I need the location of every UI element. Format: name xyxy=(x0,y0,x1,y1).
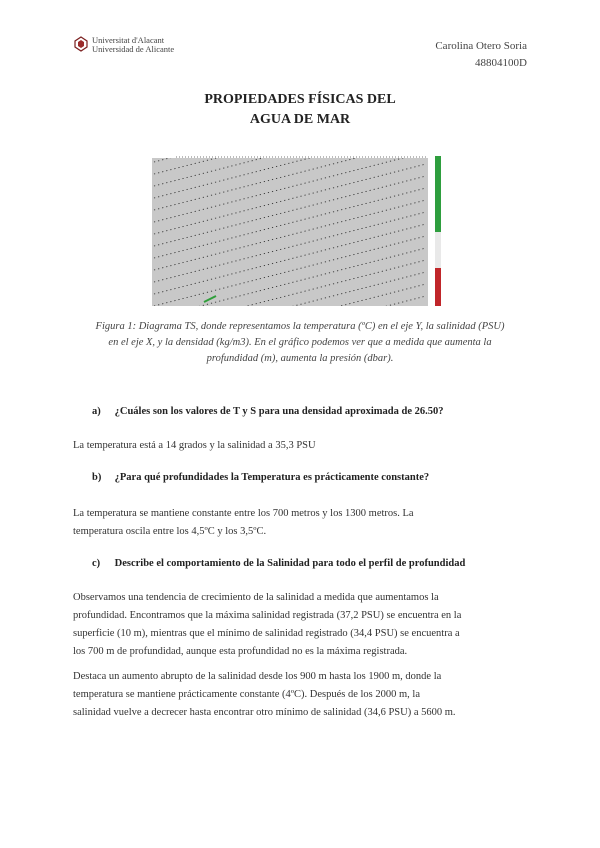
question-a xyxy=(92,404,542,420)
university-name-line1: Universitat d'Alacant xyxy=(92,35,165,45)
answer-c-p1-line3: superficie (10 m), mientras que el mínimo de salinidad registrado (34,4 PSU) se encuentra a xyxy=(73,628,460,639)
answer-c-p1-line1: Observamos una tendencia de crecimiento de la salinidad a medida que aumentamos la xyxy=(73,592,439,603)
answer-c-p1-line2: profundidad. Encontramos que la máxima salinidad registrada (37,2 PSU) se encuentra en la xyxy=(73,610,462,621)
question-b xyxy=(92,470,542,486)
university-name-line2: Universidad de Alicante xyxy=(92,44,175,54)
answer-b-line1: La temperatura se mantiene constante entre los 700 metros y los 1300 metros. La xyxy=(73,508,414,519)
page-title-line1: PROPIEDADES FÍSICAS DEL xyxy=(204,92,396,107)
question-c-label: c) xyxy=(92,558,101,569)
page-title xyxy=(0,90,600,130)
answer-b-line2: temperatura oscila entre los 4,5ºC y los 3,5ºC. xyxy=(73,526,267,537)
question-c xyxy=(92,556,542,572)
question-b-label: b) xyxy=(92,472,102,483)
author-id: 48804100D xyxy=(475,57,527,69)
university-logo xyxy=(74,36,174,54)
university-crest-icon xyxy=(74,36,88,52)
university-name xyxy=(92,36,174,54)
answer-a xyxy=(73,437,528,455)
answer-a-line1: La temperatura está a 14 grados y la salinidad a 35,3 PSU xyxy=(73,440,316,451)
answer-c-p2-line1: Destaca un aumento abrupto de la salinidad desde los 900 m hasta los 1900 m, donde la xyxy=(73,671,442,682)
question-b-text: ¿Para qué profundidades la Temperatura es prácticamente constante? xyxy=(114,472,430,483)
answer-b xyxy=(73,505,528,541)
author-name: Carolina Otero Soria xyxy=(435,40,527,52)
figure-caption xyxy=(73,319,527,367)
answer-c-paragraph2 xyxy=(73,668,528,722)
answer-c-p2-line2: temperatura se mantiene prácticamente constante (4ºC). Después de los 2000 m, la xyxy=(73,689,421,700)
question-a-text: ¿Cuáles son los valores de T y S para una densidad aproximada de 26.50? xyxy=(114,406,444,417)
answer-c-p1-line4: los 700 m de profundidad, aunque esta profundidad no es la máxima registrada. xyxy=(73,646,408,657)
answer-c-paragraph1 xyxy=(73,589,528,661)
ts-diagram-image xyxy=(146,152,458,312)
colorbar-white xyxy=(435,232,441,268)
caption-line3: profundidad (m), aumenta la presión (dbar). xyxy=(206,353,394,364)
answer-c-p2-line3: salinidad vuelve a decrecer hasta encontrar otro mínimo de salinidad (34,6 PSU) a 5600 m. xyxy=(73,707,456,718)
page-title-line2: AGUA DE MAR xyxy=(249,112,351,127)
caption-line1: Figura 1: Diagrama TS, donde representamos la temperatura (ºC) en el eje Y, la salinidad (PSU) xyxy=(95,321,505,332)
density-isoline xyxy=(154,308,426,312)
author-block xyxy=(435,38,527,72)
ts-diagram-figure xyxy=(146,152,458,312)
colorbar-red xyxy=(435,268,441,306)
question-c-text: Describe el comportamiento de la Salinidad para todo el perfil de profundidad xyxy=(114,558,466,569)
caption-line2: en el eje X, y la densidad (kg/m3). En el gráfico podemos ver que a medida que aumenta la xyxy=(108,337,492,348)
colorbar-green xyxy=(435,156,441,232)
question-a-label: a) xyxy=(92,406,101,417)
plot-area xyxy=(152,158,428,306)
